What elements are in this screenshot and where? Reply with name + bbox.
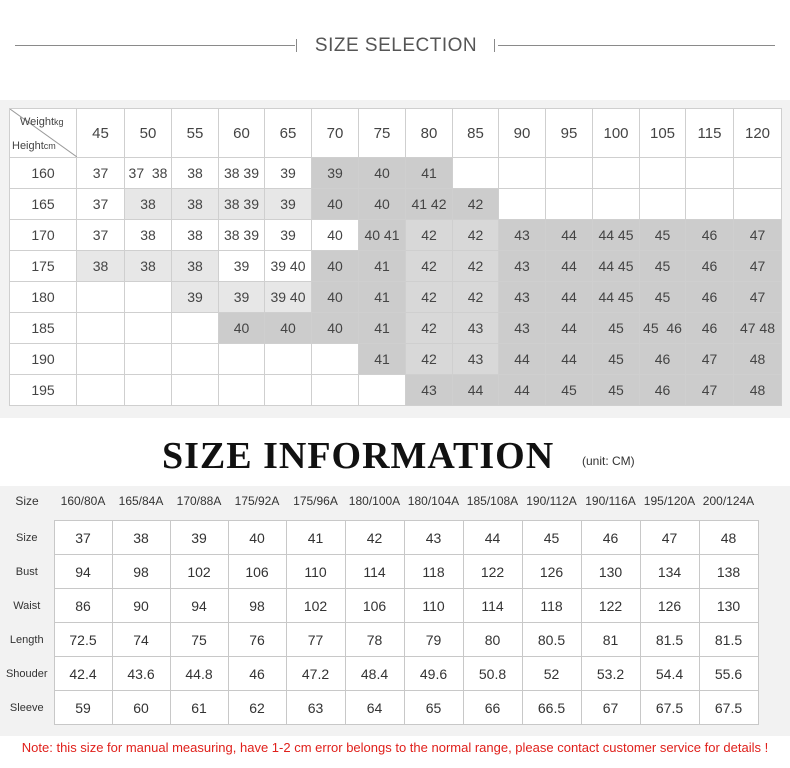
measurement-cell: 98 (112, 555, 170, 589)
measurement-cell: 49.6 (404, 657, 463, 691)
page-title: SIZE SELECTION (314, 35, 478, 56)
size-cell: 40 (312, 251, 359, 282)
measurement-cell: 41 (286, 521, 345, 555)
measurement-cell: 64 (345, 691, 404, 725)
weight-header-cell: 120 (734, 109, 782, 158)
size-information-title: SIZE INFORMATION (162, 435, 555, 477)
spec-label: 200/124A (702, 494, 755, 508)
weight-header-cell: 50 (125, 109, 172, 158)
size-cell: 39 (172, 282, 219, 313)
weight-header-row (10, 109, 782, 158)
measurement-cell: 46 (228, 657, 286, 691)
height-cell: 180 (10, 282, 77, 313)
size-cell: 42 (406, 251, 453, 282)
size-cell (312, 344, 359, 375)
size-cell (686, 158, 734, 189)
size-cell: 37 (77, 220, 125, 251)
size-cell: 38 (125, 251, 172, 282)
measurement-cell: 79 (404, 623, 463, 657)
height-cell: 195 (10, 375, 77, 406)
measurement-row (0, 623, 758, 657)
header-tick-left (296, 39, 297, 52)
measurement-cell: 42 (345, 521, 404, 555)
measurement-cell: 38 (112, 521, 170, 555)
size-cell: 40 (312, 189, 359, 220)
size-cell (172, 375, 219, 406)
size-cell: 38 39 (219, 220, 265, 251)
size-cell: 44 (546, 313, 593, 344)
measurement-cell: 126 (640, 589, 699, 623)
measurement-label: Shouder (5, 667, 48, 680)
size-cell: 44 45 (593, 282, 640, 313)
size-cell: 40 (359, 189, 406, 220)
size-cell: 42 (406, 282, 453, 313)
size-cell: 40 (219, 313, 265, 344)
measurement-cell: 138 (699, 555, 758, 589)
measurement-cell: 47 (640, 521, 699, 555)
size-cell: 39 40 (265, 282, 312, 313)
height-cell: 175 (10, 251, 77, 282)
height-cell: 160 (10, 158, 77, 189)
size-cell: 43 (499, 313, 546, 344)
size-cell: 46 (686, 251, 734, 282)
spec-label: 195/120A (643, 494, 696, 508)
measurement-cell: 59 (54, 691, 112, 725)
measurement-cell: 62 (228, 691, 286, 725)
size-cell: 43 (499, 251, 546, 282)
size-cell: 38 39 (219, 189, 265, 220)
size-cell: 38 (125, 220, 172, 251)
measurement-cell: 40 (228, 521, 286, 555)
measurement-cell: 44 (463, 521, 522, 555)
size-cell: 39 40 (265, 251, 312, 282)
size-cell (499, 189, 546, 220)
size-cell: 46 (640, 375, 686, 406)
size-cell (125, 344, 172, 375)
size-cell: 45 (640, 220, 686, 251)
measurement-cell: 130 (699, 589, 758, 623)
height-row (10, 375, 782, 406)
size-cell: 41 (359, 313, 406, 344)
size-cell (125, 313, 172, 344)
size-cell (172, 344, 219, 375)
weight-header-cell: 115 (686, 109, 734, 158)
weight-label: Weight (20, 116, 55, 128)
size-cell: 45 (640, 282, 686, 313)
size-cell: 47 (734, 282, 782, 313)
measurement-cell: 52 (522, 657, 581, 691)
weight-header-cell: 55 (172, 109, 219, 158)
size-cell (172, 313, 219, 344)
size-cell: 45 (593, 313, 640, 344)
size-cell: 40 (312, 313, 359, 344)
measurement-cell: 126 (522, 555, 581, 589)
unit-note: (unit: CM) (582, 454, 635, 468)
size-cell: 45 (546, 375, 593, 406)
size-cell: 39 (312, 158, 359, 189)
weight-height-corner (10, 109, 77, 158)
measurement-cell: 80.5 (522, 623, 581, 657)
measurement-cell: 134 (640, 555, 699, 589)
measurement-cell: 67.5 (640, 691, 699, 725)
size-cell: 42 (406, 313, 453, 344)
size-cell (359, 375, 406, 406)
size-cell (312, 375, 359, 406)
size-cell: 43 (499, 220, 546, 251)
size-cell: 42 (453, 251, 499, 282)
weight-header-cell: 90 (499, 109, 546, 158)
measurement-cell: 118 (522, 589, 581, 623)
header-tick-right (494, 39, 495, 52)
measurement-cell: 78 (345, 623, 404, 657)
measurement-cell: 65 (404, 691, 463, 725)
height-row (10, 251, 782, 282)
size-cell: 40 (265, 313, 312, 344)
spec-label: 190/116A (585, 494, 636, 508)
height-label-wrap (12, 140, 56, 152)
measurement-cell: 106 (345, 589, 404, 623)
measurement-cell: 110 (404, 589, 463, 623)
size-cell: 38 (172, 220, 219, 251)
size-cell: 46 (686, 220, 734, 251)
height-row (10, 158, 782, 189)
size-cell: 37 38 (125, 158, 172, 189)
measurement-cell: 114 (463, 589, 522, 623)
measurement-cell: 130 (581, 555, 640, 589)
measurement-cell: 50.8 (463, 657, 522, 691)
measurement-cell: 54.4 (640, 657, 699, 691)
weight-header-cell: 75 (359, 109, 406, 158)
size-cell: 44 (499, 375, 546, 406)
measurement-cell: 90 (112, 589, 170, 623)
size-cell: 47 (686, 344, 734, 375)
spec-label: 165/84A (118, 494, 164, 508)
size-cell (77, 344, 125, 375)
weight-unit: kg (54, 117, 64, 127)
size-cell (734, 158, 782, 189)
measurement-cell: 55.6 (699, 657, 758, 691)
measurement-cell: 106 (228, 555, 286, 589)
size-cell: 43 (499, 282, 546, 313)
size-cell: 42 (406, 344, 453, 375)
measurement-cell: 74 (112, 623, 170, 657)
size-cell: 42 (406, 220, 453, 251)
measurement-cell: 72.5 (54, 623, 112, 657)
spec-label: 175/92A (234, 494, 280, 508)
measurement-cell: 46 (581, 521, 640, 555)
height-label: Height (12, 140, 44, 152)
size-cell: 47 48 (734, 313, 782, 344)
spec-label: 180/100A (348, 494, 401, 508)
size-cell: 43 (453, 344, 499, 375)
size-cell: 41 42 (406, 189, 453, 220)
measurement-cell: 76 (228, 623, 286, 657)
spec-label: 175/96A (293, 494, 338, 508)
size-cell: 41 (406, 158, 453, 189)
size-cell (734, 189, 782, 220)
size-cell: 46 (686, 282, 734, 313)
measurement-cell: 81 (581, 623, 640, 657)
size-cell: 37 (77, 158, 125, 189)
size-cell: 45 (640, 251, 686, 282)
measurement-cell: 102 (286, 589, 345, 623)
weight-header-cell: 70 (312, 109, 359, 158)
size-cell: 46 (640, 344, 686, 375)
size-cell: 39 (219, 282, 265, 313)
size-cell: 44 45 (593, 251, 640, 282)
measurement-cell: 94 (170, 589, 228, 623)
size-cell: 46 (686, 313, 734, 344)
measurement-cell: 94 (54, 555, 112, 589)
measurement-cell: 122 (581, 589, 640, 623)
size-cell (546, 158, 593, 189)
measurement-row (0, 521, 758, 555)
size-cell: 45 (593, 344, 640, 375)
spec-header-row (0, 494, 790, 510)
measurement-cell: 86 (54, 589, 112, 623)
size-cell (593, 158, 640, 189)
size-cell (640, 189, 686, 220)
header-rule-right (498, 45, 775, 46)
size-cell (265, 344, 312, 375)
size-cell: 48 (734, 344, 782, 375)
spec-label: 170/88A (176, 494, 222, 508)
size-cell: 42 (453, 282, 499, 313)
size-cell: 44 (546, 251, 593, 282)
size-cell (77, 313, 125, 344)
measurement-cell: 37 (54, 521, 112, 555)
measurement-cell: 60 (112, 691, 170, 725)
size-cell: 47 (734, 220, 782, 251)
measurement-note: Note: this size for manual measuring, have 1-2 cm error belongs to the normal range, please contact customer service for details ! (0, 736, 790, 768)
weight-header-cell: 45 (77, 109, 125, 158)
measurement-cell: 98 (228, 589, 286, 623)
measurement-cell: 77 (286, 623, 345, 657)
size-cell: 44 (546, 344, 593, 375)
measurement-cell: 48.4 (345, 657, 404, 691)
height-row (10, 282, 782, 313)
size-cell: 38 (172, 251, 219, 282)
size-cell: 43 (453, 313, 499, 344)
size-cell: 39 (265, 158, 312, 189)
height-unit: cm (43, 141, 56, 151)
height-cell: 185 (10, 313, 77, 344)
size-cell: 43 (406, 375, 453, 406)
height-row (10, 344, 782, 375)
size-cell (77, 282, 125, 313)
measurement-cell: 63 (286, 691, 345, 725)
measurement-cell: 44.8 (170, 657, 228, 691)
measurement-cell: 114 (345, 555, 404, 589)
weight-header-cell: 80 (406, 109, 453, 158)
size-cell: 38 (172, 189, 219, 220)
size-cell: 40 (312, 282, 359, 313)
size-cell: 44 45 (593, 220, 640, 251)
size-cell: 40 (312, 220, 359, 251)
weight-label-wrap (20, 116, 64, 128)
measurement-cell: 39 (170, 521, 228, 555)
measurement-label: Sleeve (9, 701, 44, 714)
height-row (10, 189, 782, 220)
measurement-cell: 42.4 (54, 657, 112, 691)
size-cell: 41 (359, 282, 406, 313)
size-cell: 38 (77, 251, 125, 282)
measurement-label: Bust (15, 565, 38, 578)
size-cell: 40 41 (359, 220, 406, 251)
height-cell: 165 (10, 189, 77, 220)
spec-label: 180/104A (407, 494, 460, 508)
spec-label: 185/108A (466, 494, 519, 508)
header-rule-left (15, 45, 295, 46)
size-cell: 38 (125, 189, 172, 220)
measurement-cell: 67.5 (699, 691, 758, 725)
size-cell (453, 158, 499, 189)
measurement-cell: 102 (170, 555, 228, 589)
measurement-cell: 75 (170, 623, 228, 657)
measurement-cell: 81.5 (699, 623, 758, 657)
weight-header-cell: 65 (265, 109, 312, 158)
size-cell: 39 (265, 220, 312, 251)
measurement-cell: 53.2 (581, 657, 640, 691)
size-cell (219, 375, 265, 406)
size-cell: 39 (219, 251, 265, 282)
size-cell: 38 39 (219, 158, 265, 189)
measurement-cell: 43 (404, 521, 463, 555)
measurement-cell: 118 (404, 555, 463, 589)
size-cell (640, 158, 686, 189)
measurement-cell: 81.5 (640, 623, 699, 657)
size-cell: 40 (359, 158, 406, 189)
height-cell: 170 (10, 220, 77, 251)
size-information-table (0, 520, 759, 725)
size-cell (219, 344, 265, 375)
measurement-cell: 45 (522, 521, 581, 555)
size-cell: 42 (453, 220, 499, 251)
measurement-cell: 61 (170, 691, 228, 725)
size-cell: 41 (359, 344, 406, 375)
weight-header-cell: 100 (593, 109, 640, 158)
measurement-row (0, 691, 758, 725)
measurement-cell: 47.2 (286, 657, 345, 691)
height-row (10, 313, 782, 344)
height-cell: 190 (10, 344, 77, 375)
size-cell: 41 (359, 251, 406, 282)
size-cell (125, 375, 172, 406)
size-cell (686, 189, 734, 220)
measurement-cell: 43.6 (112, 657, 170, 691)
size-cell: 37 (77, 189, 125, 220)
measurement-cell: 67 (581, 691, 640, 725)
measurement-row (0, 589, 758, 623)
spec-row-label: Size (15, 494, 39, 508)
measurement-cell: 80 (463, 623, 522, 657)
measurement-label: Size (16, 531, 38, 544)
measurement-cell: 66 (463, 691, 522, 725)
spec-label: 160/80A (60, 494, 106, 508)
size-cell: 42 (453, 189, 499, 220)
measurement-cell: 66.5 (522, 691, 581, 725)
size-cell (499, 158, 546, 189)
size-cell: 44 (453, 375, 499, 406)
measurement-cell: 122 (463, 555, 522, 589)
size-cell (593, 189, 640, 220)
size-cell (546, 189, 593, 220)
measurement-row (0, 555, 758, 589)
measurement-label: Waist (13, 599, 41, 612)
weight-header-cell: 105 (640, 109, 686, 158)
size-cell: 45 (593, 375, 640, 406)
size-cell: 44 (546, 220, 593, 251)
weight-header-cell: 85 (453, 109, 499, 158)
spec-label: 190/112A (526, 494, 577, 508)
measurement-label: Length (9, 633, 44, 646)
weight-header-cell: 60 (219, 109, 265, 158)
size-cell: 48 (734, 375, 782, 406)
measurement-row (0, 657, 758, 691)
size-cell: 38 (172, 158, 219, 189)
measurement-cell: 48 (699, 521, 758, 555)
size-cell: 44 (546, 282, 593, 313)
size-selection-table (9, 108, 782, 406)
size-cell: 39 (265, 189, 312, 220)
size-cell (125, 282, 172, 313)
size-cell: 45 46 (640, 313, 686, 344)
measurement-cell: 110 (286, 555, 345, 589)
height-row (10, 220, 782, 251)
size-cell (265, 375, 312, 406)
size-cell: 47 (686, 375, 734, 406)
size-cell: 44 (499, 344, 546, 375)
size-cell: 47 (734, 251, 782, 282)
size-cell (77, 375, 125, 406)
weight-header-cell: 95 (546, 109, 593, 158)
